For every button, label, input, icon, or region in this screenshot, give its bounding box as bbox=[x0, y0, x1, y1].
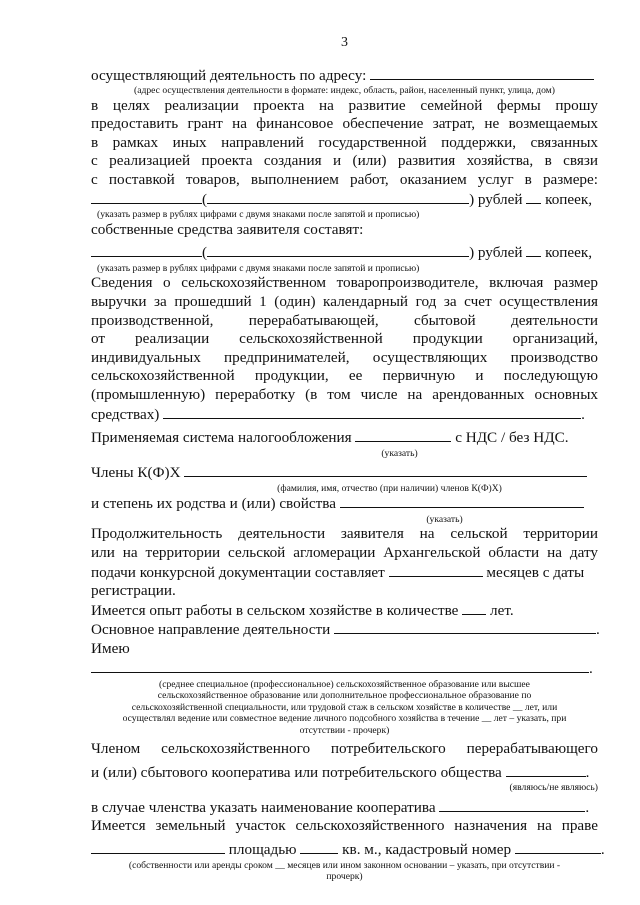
education-label: Имею bbox=[91, 640, 130, 658]
own-funds-note: (указать размер в рублях цифрами с двумя знаками после запятой и прописью) bbox=[97, 262, 420, 274]
education-note-4: осуществлял ведение или совместное ведение личного подсобного хозяйства в течение __ лет – указать, при bbox=[122, 713, 567, 725]
own-funds-amount-line: ( ) рублей копеек, bbox=[91, 243, 598, 263]
kinship-label: и степень их родства и (или) свойства bbox=[91, 495, 336, 513]
duration-line-2: или на территории сельской агломерации Архангельской области на дату bbox=[91, 544, 598, 562]
duration-last: регистрации. bbox=[91, 582, 176, 600]
kinship-line bbox=[91, 494, 598, 514]
kinship-field[interactable] bbox=[340, 494, 584, 508]
land-line-2: площадью кв. м., кадастровый номер . bbox=[91, 840, 598, 860]
experience-years-field[interactable] bbox=[462, 601, 486, 615]
education-note-2: сельскохозяйственное образование или дополнительное профессиональное образование по bbox=[157, 690, 532, 702]
experience-line: Имеется опыт работы в сельском хозяйстве в количестве лет. bbox=[91, 601, 514, 619]
land-note-1: (собственности или аренды сроком __ месяцев или ином законном основании – указать, при отсутствии - bbox=[128, 859, 561, 871]
cooperative-note: (являюсь/не являюсь) bbox=[509, 782, 598, 794]
land-note-2: прочерк) bbox=[326, 871, 363, 883]
members-field[interactable] bbox=[184, 463, 587, 477]
education-note-1: (среднее специальное (профессиональное) сельскохозяйственное образование или высшее bbox=[159, 678, 530, 690]
producer-line-6: сельскохозяйственной продукции, ее первичную и последующую bbox=[91, 367, 598, 385]
land-right-field[interactable] bbox=[91, 840, 225, 854]
education-note-5: отсутствии - прочерк) bbox=[299, 724, 390, 736]
cooperative-member-field[interactable] bbox=[506, 763, 586, 777]
grant-line-3: в рамках иных направлений государственной поддержки, связанных bbox=[91, 133, 598, 151]
own-funds-digits-field[interactable] bbox=[91, 243, 202, 257]
address-note: (адрес осуществления деятельности в формате: индекс, область, район, населенный пункт, улица, дом) bbox=[134, 85, 555, 97]
education-field[interactable] bbox=[91, 659, 589, 673]
cooperative-line-1: Членом сельскохозяйственного потребительского перерабатывающего bbox=[91, 740, 598, 758]
members-line bbox=[91, 463, 598, 483]
grant-amount-words-field[interactable] bbox=[207, 190, 469, 204]
land-line-1: Имеется земельный участок сельскохозяйственного назначения на праве bbox=[91, 817, 598, 835]
tax-note: (указать) bbox=[381, 447, 418, 459]
duration-line-3: подачи конкурсной документации составляет месяцев с даты bbox=[91, 563, 585, 581]
address-label: осуществляющий деятельность по адресу: bbox=[91, 66, 367, 84]
members-note: (фамилия, имя, отчество (при наличии) членов К(Ф)Х) bbox=[277, 482, 502, 494]
land-cadastral-field[interactable] bbox=[515, 840, 601, 854]
grant-line-1: в целях реализации проекта на развитие семейной фермы прошу bbox=[91, 96, 598, 114]
producer-line-3: производственной, перерабатывающей, сбытовой деятельности bbox=[91, 311, 598, 329]
education-line: . bbox=[91, 659, 598, 679]
producer-line-5: индивидуальных предпринимателей, осуществляющих производство bbox=[91, 348, 598, 366]
grant-amount-line: ( ) рублей копеек, bbox=[91, 190, 598, 210]
duration-months-field[interactable] bbox=[389, 563, 483, 577]
producer-line-1: Сведения о сельскохозяйственном товаропроизводителе, включая размер bbox=[91, 274, 598, 292]
producer-line-2: выручки за прошедший 1 (один) календарный год за счет осуществления bbox=[91, 293, 598, 311]
grant-kopecks-field[interactable] bbox=[526, 190, 541, 204]
producer-line-7: (промышленную) переработку (в том числе на арендованных основных bbox=[91, 386, 598, 403]
producer-line-4: от реализации сельскохозяйственной продукции организаций, bbox=[91, 330, 598, 348]
grant-amount-digits-field[interactable] bbox=[91, 190, 202, 204]
main-direction-field[interactable] bbox=[334, 620, 596, 634]
own-funds-words-field[interactable] bbox=[207, 243, 469, 257]
members-label: Члены К(Ф)Х bbox=[91, 464, 181, 482]
tax-system-field[interactable] bbox=[355, 428, 451, 442]
tax-vat: с НДС / без НДС. bbox=[455, 429, 569, 447]
own-funds-kopecks-field[interactable] bbox=[526, 243, 541, 257]
main-direction-line: Основное направление деятельности . bbox=[91, 621, 600, 639]
kinship-note: (указать) bbox=[426, 513, 463, 525]
producer-revenue-field[interactable] bbox=[163, 405, 581, 419]
land-area-field[interactable] bbox=[300, 840, 338, 854]
own-funds-label: собственные средства заявителя составят: bbox=[91, 220, 364, 238]
duration-line-1: Продолжительность деятельности заявителя на сельской территории bbox=[91, 525, 598, 543]
address-field[interactable] bbox=[370, 66, 594, 80]
education-note-3: сельскохозяйственной специальности, или трудовой стаж в сельском хозяйстве в количестве __ лет, или bbox=[131, 701, 558, 713]
cooperative-line-2: и (или) сбытового кооператива или потребительского общества . bbox=[91, 763, 590, 781]
page-number: 3 bbox=[341, 35, 348, 50]
tax-label: Применяемая система налогообложения bbox=[91, 429, 352, 447]
address-line bbox=[91, 66, 598, 86]
grant-line-5: с поставкой товаров, выполнением работ, оказанием услуг в размере: bbox=[91, 171, 598, 189]
grant-line-4: с реализацией проекта создания и (или) развития хозяйства, в связи bbox=[91, 152, 598, 170]
tax-line bbox=[91, 428, 598, 448]
document-page bbox=[91, 34, 605, 883]
grant-line-2: предоставить грант на финансовое обеспечение затрат, не возмещаемых bbox=[91, 115, 598, 133]
cooperative-name-line: в случае членства указать наименование кооператива . bbox=[91, 798, 590, 816]
cooperative-name-field[interactable] bbox=[439, 798, 585, 812]
producer-last-line: средствах) . bbox=[91, 405, 585, 423]
grant-amount-note: (указать размер в рублях цифрами с двумя знаками после запятой и прописью) bbox=[97, 209, 420, 221]
